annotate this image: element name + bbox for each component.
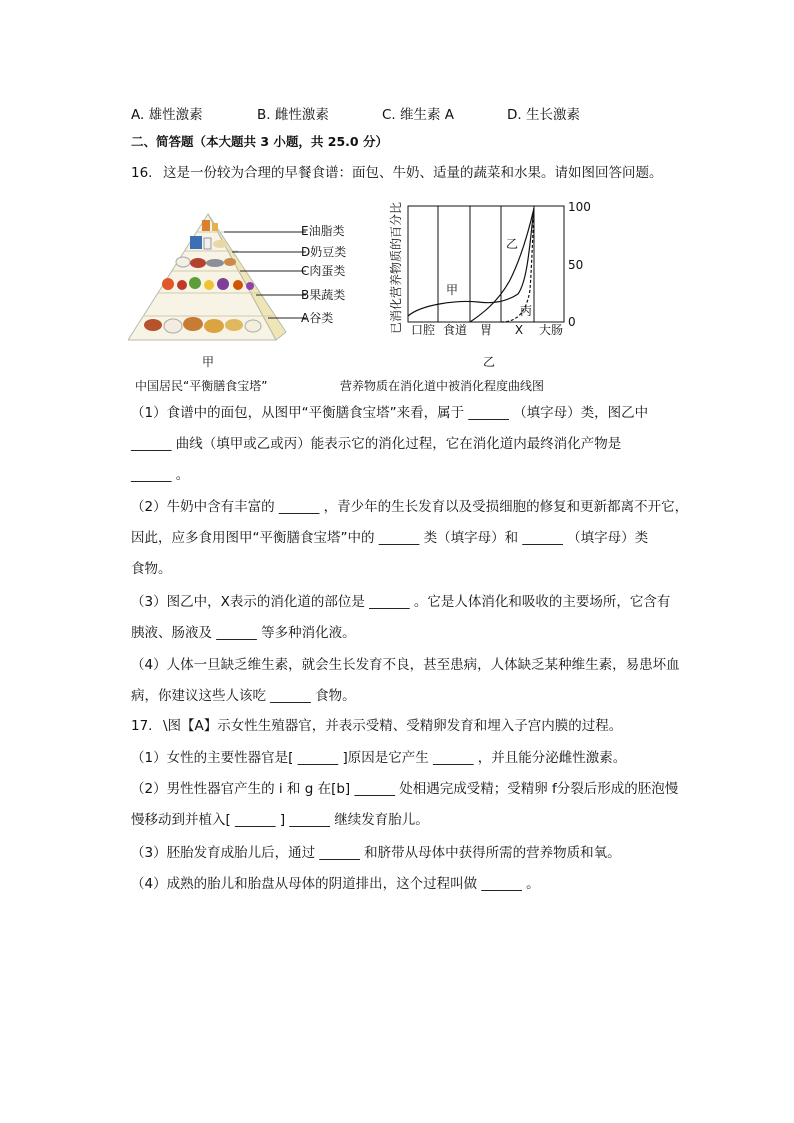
q17-number: 17.	[131, 718, 153, 734]
q17-part3: （3）胚胎发育成胎儿后，通过 ______ 和脐带从母体中获得所需的营养物质和氧。	[131, 845, 621, 861]
y-tick-100: 100	[568, 200, 591, 214]
pyramid-label-b: B果蔬类	[301, 288, 346, 302]
option-d: D. 生长激素	[507, 107, 580, 123]
chart-caption: 营养物质在消化道中被消化程度曲线图	[340, 379, 545, 393]
y-tick-50: 50	[568, 258, 584, 272]
q16-number: 16.	[131, 165, 153, 181]
q17-part2-line2: 慢移动到并植入[ ______ ] ______ 继续发育胎儿。	[131, 812, 429, 828]
digestion-chart	[378, 190, 598, 352]
q16-part1-line1: （1）食谱中的面包，从图甲“平衡膳食宝塔”来看，属于 ______ （填字母）类，图乙中	[131, 405, 649, 421]
q16-part4-line1: （4）人体一旦缺乏维生素，就会生长发育不良，甚至患病，人体缺乏某种维生素，易患坏血	[131, 657, 680, 673]
pyramid-caption: 中国居民“平衡膳食宝塔”	[135, 379, 268, 393]
pyramid-label-d: D奶豆类	[301, 245, 347, 259]
chart-frame	[408, 206, 564, 322]
x-tick-large-intestine: 大肠	[538, 323, 564, 337]
q17-part1: （1）女性的主要性器官是[ ______ ]原因是它产生 ______ ，并且能分泌雌性激素。	[131, 750, 627, 766]
curve-jia	[408, 208, 534, 316]
option-c: C. 维生素 A	[382, 107, 455, 123]
q16-part1-line3: ______ 。	[131, 467, 190, 483]
pyramid-label-e: E油脂类	[301, 224, 345, 238]
x-tick-x: X	[514, 323, 524, 337]
section-title: 二、简答题（本大题共 3 小题，共 25.0 分）	[131, 134, 388, 149]
q16-stem: 这是一份较为合理的早餐食谱：面包、牛奶、适量的蔬菜和水果。请如图回答问题。	[163, 165, 663, 181]
q16-part3-line1: （3）图乙中，X表示的消化道的部位是 ______ 。它是人体消化和吸收的主要场所，它含有	[131, 594, 671, 610]
q17-stem-line	[131, 716, 622, 736]
q17-stem: \图【A】示女性生殖器官，并表示受精、受精卵发育和埋入子宫内膜的过程。	[163, 718, 623, 734]
option-a: A. 雄性激素	[131, 107, 203, 123]
option-b: B. 雌性激素	[257, 107, 329, 123]
q16-part3-line2: 胰液、肠液及 ______ 等多种消化液。	[131, 625, 356, 641]
y-tick-0: 0	[568, 315, 576, 329]
q16-part2-line2: 因此，应多食用图甲“平衡膳食宝塔”中的 ______ 类（填字母）和 ______ （填字母）类	[131, 530, 649, 546]
curve-label-jia: 甲	[446, 283, 459, 297]
figure-jia-label: 甲	[202, 355, 215, 369]
q17-part4: （4）成熟的胎儿和胎盘从母体的阴道排出，这个过程叫做 ______ 。	[131, 876, 540, 892]
curve-label-bing: 丙	[520, 304, 533, 318]
q17-part2-line1: （2）男性性器官产生的 i 和 g 在[b] ______ 处相遇完成受精；受精卵 f分裂后形成的胚泡慢	[131, 781, 679, 797]
q16-stem-line	[131, 163, 663, 183]
q16-part4-line2: 病，你建议这些人该吃 ______ 食物。	[131, 688, 356, 704]
chart-ylabel: 已消化营养物质的百分比	[389, 201, 403, 335]
pyramid-label-a: A谷类	[301, 311, 334, 325]
pyramid-label-c: C肉蛋类	[301, 264, 346, 278]
x-tick-stomach: 胃	[479, 323, 493, 337]
x-tick-esophagus: 食道	[442, 323, 468, 337]
food-pyramid-figure	[128, 208, 368, 344]
oil-illustration	[202, 220, 218, 231]
q16-part1-line2: ______ 曲线（填甲或乙或丙）能表示它的消化过程，它在消化道内最终消化产物是	[131, 436, 622, 452]
q16-part2-line1: （2）牛奶中含有丰富的 ______ ，青少年的生长发育以及受损细胞的修复和更新都离不开它，	[131, 499, 689, 515]
q16-part2-line3: 食物。	[131, 561, 172, 577]
x-tick-mouth: 口腔	[410, 323, 436, 337]
curve-label-yi: 乙	[506, 237, 519, 251]
figure-yi-label: 乙	[483, 355, 496, 369]
